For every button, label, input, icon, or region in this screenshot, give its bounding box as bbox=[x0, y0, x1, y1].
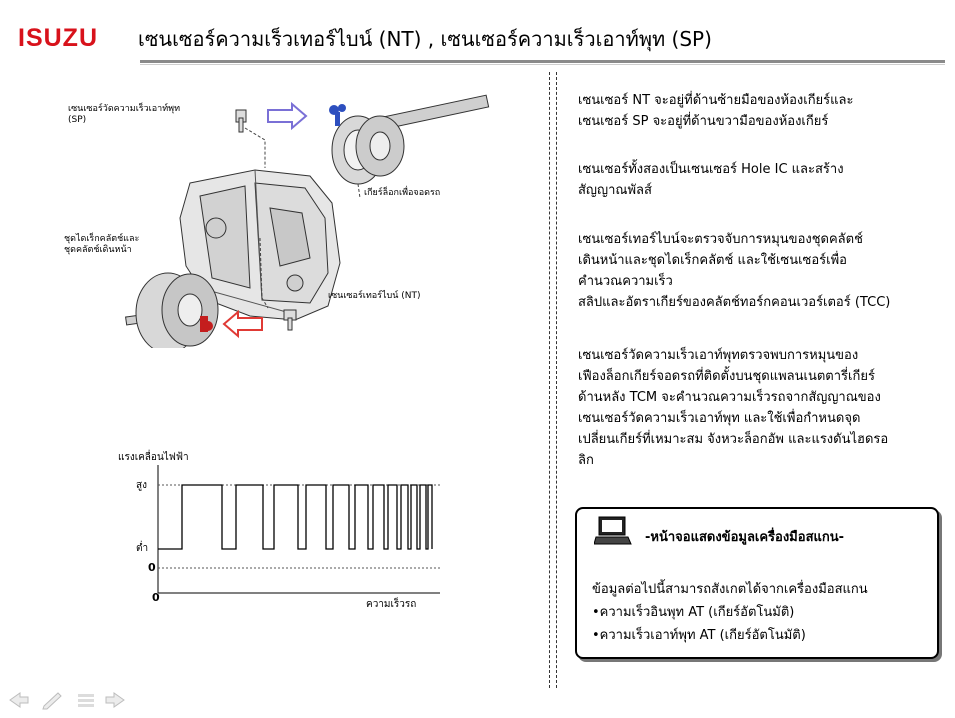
paragraph-line: สัญญาณพัลส์ bbox=[578, 183, 652, 198]
clutch-drum bbox=[126, 273, 218, 348]
clutch-drum-label bbox=[64, 234, 139, 256]
paragraph-output-sensor bbox=[578, 345, 948, 471]
sp-sensor-label-line: เซนเซอร์วัดความเร็วเอาท์พุท bbox=[68, 104, 181, 114]
pulse-train bbox=[158, 485, 432, 549]
paragraph-line: เฟืองล็อกเกียร์จอดรถที่ติดตั้งบนชุดแพลนเนตตารี่เกียร์ bbox=[578, 369, 875, 384]
scan-tool-item: •ความเร็วอินพุท AT (เกียร์อัตโนมัติ) bbox=[592, 605, 795, 620]
next-slide-icon[interactable] bbox=[106, 693, 124, 707]
paragraph-line: เซนเซอร์ทั้งสองเป็นเซนเซอร์ Hole IC และสร้าง bbox=[578, 162, 844, 177]
paragraph-line: เซนเซอร์วัดความเร็วเอาท์พุท และใช้เพื่อกำหนดจุด bbox=[578, 411, 861, 426]
scan-tool-title: -หน้าจอแสดงข้อมูลเครื่องมือสแกน- bbox=[645, 530, 845, 545]
scan-tool-item: •ความเร็วเอาท์พุท AT (เกียร์อัตโนมัติ) bbox=[592, 628, 806, 643]
nt-sensor-part-icon bbox=[284, 310, 296, 330]
waveform-low-label: ต่ำ bbox=[136, 543, 149, 554]
gear-lock-label: เกียร์ล็อกเพื่อจอดรถ bbox=[364, 188, 441, 198]
prev-slide-icon[interactable] bbox=[10, 693, 28, 707]
slide-nav bbox=[8, 690, 128, 710]
nt-sensor-label: เซนเซอร์เทอร์ไบน์ (NT) bbox=[328, 291, 421, 301]
waveform-x-label: ความเร็วรถ bbox=[366, 599, 417, 610]
paragraph-line: เซนเซอร์เทอร์ไบน์จะตรวจจับการหมุนของชุดคลัตช์ bbox=[578, 232, 863, 247]
isuzu-logo: ISUZU bbox=[18, 24, 98, 52]
laptop-icon bbox=[594, 516, 632, 546]
waveform-high-label: สูง bbox=[136, 480, 147, 491]
paragraph-line: ลิก bbox=[578, 453, 594, 468]
paragraph-line: เซนเซอร์ SP จะอยู่ที่ด้านขวามือของห้องเกียร์ bbox=[578, 114, 829, 129]
paragraph-line: เดินหน้าและชุดไดเร็กคลัตช์ และใช้เซนเซอร์เพื่อ bbox=[578, 253, 847, 268]
clutch-drum-label-line: ชุดคลัตช์เดินหน้า bbox=[64, 245, 132, 255]
waveform-y-title: แรงเคลื่อนไฟฟ้า bbox=[118, 452, 189, 463]
parking-lock-gear bbox=[332, 95, 489, 184]
menu-icon[interactable] bbox=[78, 694, 94, 707]
paragraph-sensor-type bbox=[578, 159, 948, 201]
transmission-diagram bbox=[40, 88, 510, 348]
paragraph-line: เซนเซอร์ NT จะอยู่ที่ด้านซ้ายมือของห้องเกียร์และ bbox=[578, 93, 854, 108]
header-rule-light bbox=[140, 64, 945, 65]
pen-icon[interactable] bbox=[43, 693, 61, 709]
header-rule bbox=[140, 60, 945, 63]
sp-sensor-part-icon bbox=[236, 110, 246, 132]
paragraph-line: คำนวณความเร็ว bbox=[578, 274, 673, 289]
page-title: เซนเซอร์ความเร็วเทอร์ไบน์ (NT) , เซนเซอร์ความเร็วเอาท์พุท (SP) bbox=[138, 27, 712, 51]
paragraph-sensor-location bbox=[578, 90, 948, 132]
paragraph-line: สลิปและอัตราเกียร์ของคลัตช์ทอร์กคอนเวอร์เตอร์ (TCC) bbox=[578, 295, 891, 310]
clutch-drum-label-line: ชุดไดเร็กคลัตช์และ bbox=[64, 234, 140, 244]
waveform-origin-label: 0 bbox=[152, 591, 160, 604]
paragraph-turbine-sensor bbox=[578, 229, 948, 313]
paragraph-line: ด้านหลัง TCM จะคำนวณความเร็วรถจากสัญญาณของ bbox=[578, 390, 881, 405]
pulse-waveform bbox=[110, 445, 470, 625]
sp-arrow-icon bbox=[268, 104, 306, 128]
column-separator bbox=[549, 72, 557, 688]
paragraph-line: เปลี่ยนเกียร์ที่เหมาะสม จังหวะล็อกอัพ และแรงดันไฮดรอ bbox=[578, 432, 889, 447]
paragraph-line: เซนเซอร์วัดความเร็วเอาท์พุทตรวจพบการหมุนของ bbox=[578, 348, 859, 363]
scan-tool-intro: ข้อมูลต่อไปนี้สามารถสังเกตได้จากเครื่องมือสแกน bbox=[592, 582, 868, 597]
sp-sensor-label bbox=[68, 104, 180, 126]
sp-sensor-label-line: (SP) bbox=[68, 115, 87, 125]
waveform-zero-label: 0 bbox=[148, 561, 156, 574]
